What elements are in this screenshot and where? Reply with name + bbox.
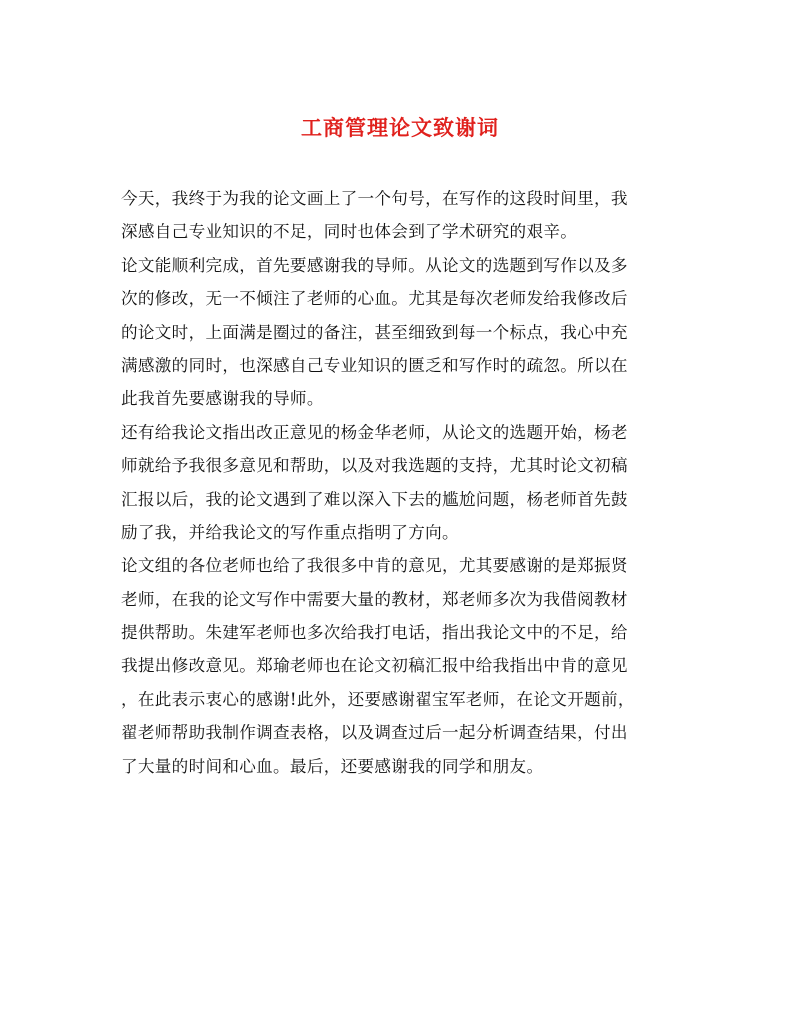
text-line: ，在此表示衷心的感谢!此外，还要感谢翟宝军老师，在论文开题前， bbox=[121, 689, 635, 709]
text-line: 此我首先要感谢我的导师。 bbox=[121, 389, 324, 409]
text-line: 次的修改，无一不倾注了老师的心血。尤其是每次老师发给我修改后 bbox=[121, 289, 628, 309]
text-line: 的论文时，上面满是圈过的备注，甚至细致到每一个标点，我心中充 bbox=[121, 322, 628, 342]
text-line: 翟老师帮助我制作调查表格，以及调查过后一起分析调查结果，付出 bbox=[121, 723, 628, 743]
text-line: 汇报以后，我的论文遇到了难以深入下去的尴尬问题，杨老师首先鼓 bbox=[121, 489, 628, 509]
text-line: 深感自己专业知识的不足，同时也体会到了学术研究的艰辛。 bbox=[121, 222, 578, 242]
text-line: 提供帮助。朱建军老师也多次给我打电话，指出我论文中的不足，给 bbox=[121, 623, 628, 643]
text-line: 励了我，并给我论文的写作重点指明了方向。 bbox=[121, 522, 459, 542]
text-line: 还有给我论文指出改正意见的杨金华老师，从论文的选题开始，杨老 bbox=[121, 422, 628, 442]
document-title: 工商管理论文致谢词 bbox=[301, 115, 499, 140]
text-line: 老师，在我的论文写作中需要大量的教材，郑老师多次为我借阅教材 bbox=[121, 589, 628, 609]
text-line: 今天，我终于为我的论文画上了一个句号，在写作的这段时间里，我 bbox=[121, 189, 628, 208]
text-line: 了大量的时间和心血。最后，还要感谢我的同学和朋友。 bbox=[121, 756, 544, 776]
text-line: 满感激的同时，也深感自己专业知识的匮乏和写作时的疏忽。所以在 bbox=[121, 355, 628, 375]
document-body bbox=[121, 182, 681, 783]
text-line: 论文组的各位老师也给了我很多中肯的意见，尤其要感谢的是郑振贤 bbox=[121, 556, 628, 576]
text-line: 我提出修改意见。郑瑜老师也在论文初稿汇报中给我指出中肯的意见 bbox=[121, 656, 628, 676]
text-line: 论文能顺利完成，首先要感谢我的导师。从论文的选题到写作以及多 bbox=[121, 255, 628, 275]
text-line: 师就给予我很多意见和帮助，以及对我选题的支持，尤其时论文初稿 bbox=[121, 456, 628, 476]
